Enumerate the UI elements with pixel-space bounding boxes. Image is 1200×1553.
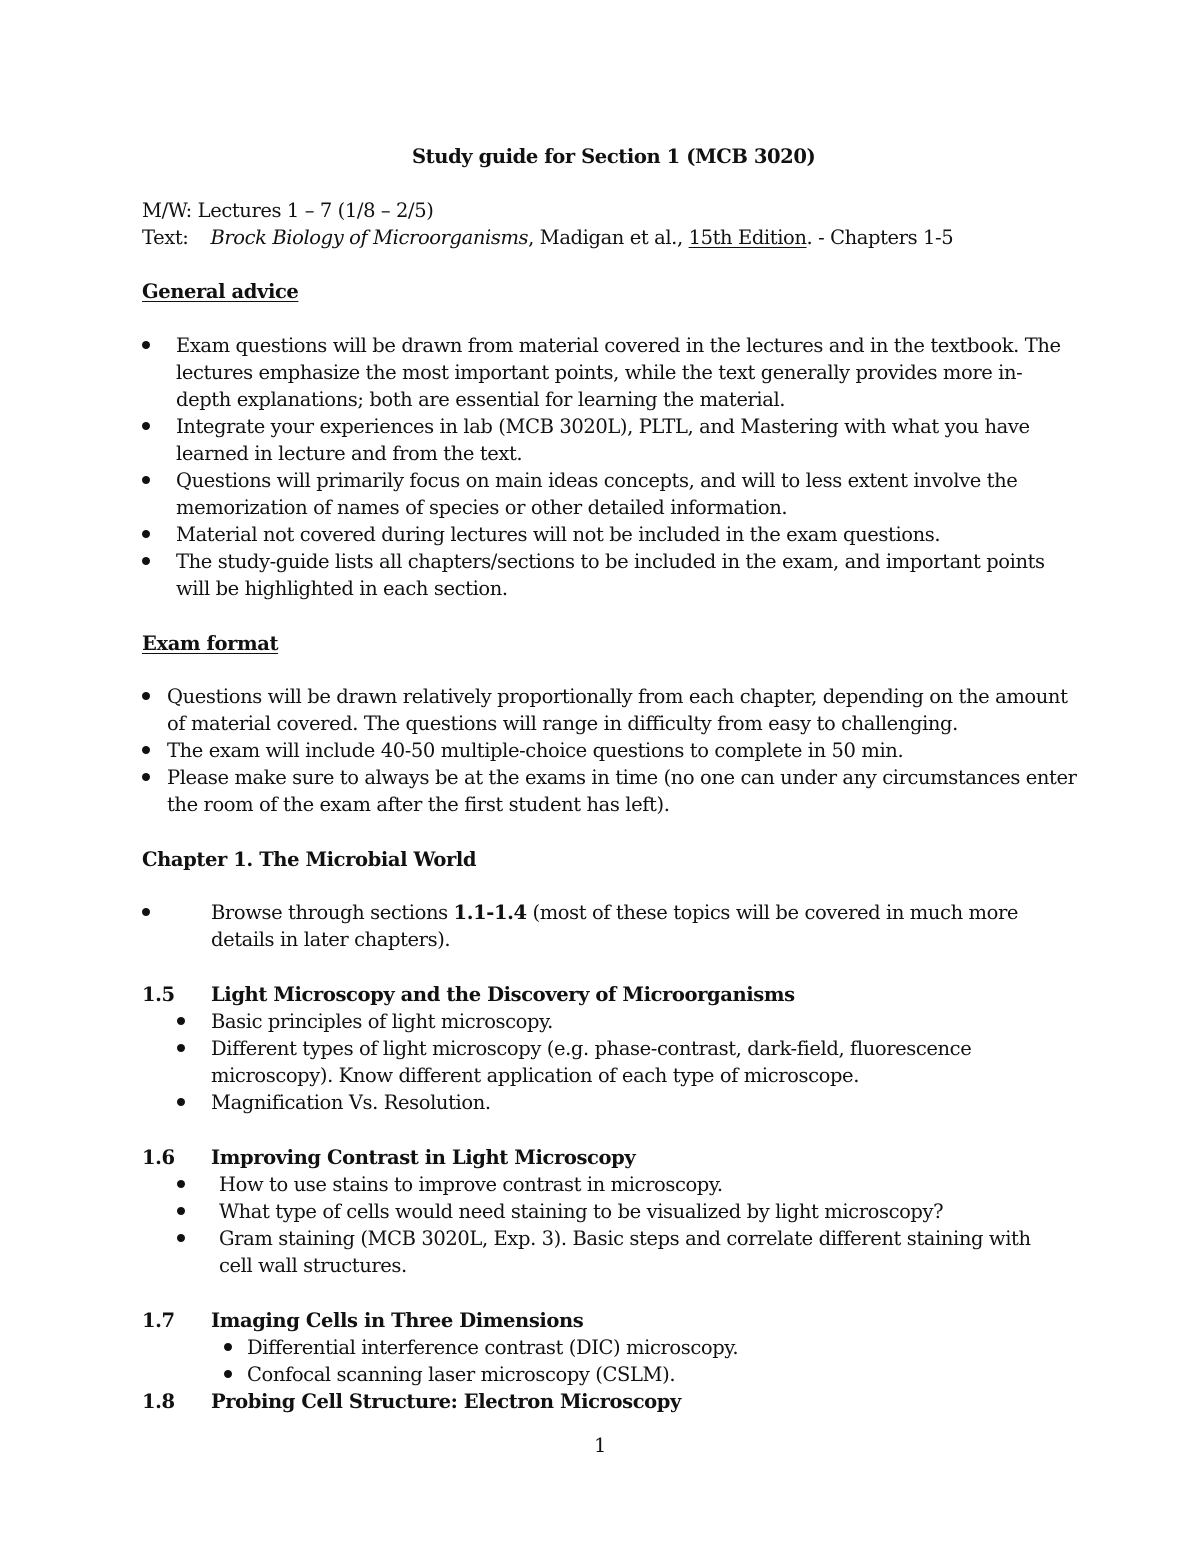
section-line: Confocal scanning laser microscopy (CSLM). — [247, 1363, 676, 1386]
section-line: cell wall structures. — [219, 1254, 407, 1277]
section-line: Different types of light microscopy (e.g. phase-contrast, dark-field, fluorescence — [211, 1037, 972, 1060]
bullet-icon — [142, 557, 150, 565]
advice-line: memorization of names of species or other detailed information. — [176, 496, 788, 519]
advice-line: The study-guide lists all chapters/sections to be included in the exam, and important points — [176, 550, 1045, 573]
bullet-icon — [177, 1180, 185, 1188]
exam-format-line: The exam will include 40-50 multiple-choice questions to complete in 50 min. — [167, 739, 904, 762]
section-title: Improving Contrast in Light Microscopy — [211, 1146, 636, 1169]
bullet-icon — [142, 773, 150, 781]
exam-format-line: Please make sure to always be at the exams in time (no one can under any circumstances enter — [167, 766, 1077, 789]
advice-line: depth explanations; both are essential for learning the material. — [176, 388, 786, 411]
bullet-icon — [142, 692, 150, 700]
page-number: 1 — [594, 1434, 607, 1457]
section-number: 1.6 — [142, 1146, 175, 1169]
page-title: Study guide for Section 1 (MCB 3020) — [412, 145, 816, 168]
bullet-icon — [224, 1370, 232, 1378]
advice-line: Integrate your experiences in lab (MCB 3020L), PLTL, and Mastering with what you have — [176, 415, 1030, 438]
section-line: Gram staining (MCB 3020L, Exp. 3). Basic steps and correlate different staining with — [219, 1227, 1031, 1250]
browse-line: details in later chapters). — [211, 928, 451, 951]
section-line: microscopy). Know different application of each type of microscope. — [211, 1064, 859, 1087]
browse-text: (most of these topics will be covered in much more — [526, 901, 1019, 924]
browse-sections: 1.1-1.4 — [453, 901, 527, 924]
browse-text: Browse through sections — [211, 901, 454, 924]
textbook-chapters: . - Chapters 1-5 — [806, 226, 954, 249]
bullet-icon — [224, 1343, 232, 1351]
exam-format-line: the room of the exam after the first student has left). — [167, 793, 670, 816]
section-title: Imaging Cells in Three Dimensions — [211, 1309, 584, 1332]
bullet-icon — [177, 1044, 185, 1052]
advice-line: will be highlighted in each section. — [176, 577, 508, 600]
textbook-title: Brock Biology of Microorganisms — [210, 226, 529, 249]
browse-line — [211, 901, 1018, 925]
section-line: How to use stains to improve contrast in microscopy. — [219, 1173, 723, 1196]
section-number: 1.7 — [142, 1309, 175, 1332]
exam-format-line: of material covered. The questions will range in difficulty from easy to challenging. — [167, 712, 958, 735]
advice-line: learned in lecture and from the text. — [176, 442, 523, 465]
bullet-icon — [142, 476, 150, 484]
bullet-icon — [177, 1098, 185, 1106]
section-line: Magnification Vs. Resolution. — [211, 1091, 491, 1114]
schedule-line: M/W: Lectures 1 – 7 (1/8 – 2/5) — [142, 199, 434, 222]
bullet-icon — [177, 1234, 185, 1242]
section-title: Probing Cell Structure: Electron Microscopy — [211, 1390, 681, 1413]
textbook-authors: , Madigan et al., — [528, 226, 689, 249]
section-number: 1.5 — [142, 983, 175, 1006]
general-advice-heading: General advice — [142, 280, 299, 303]
bullet-icon — [177, 1017, 185, 1025]
advice-line: lectures emphasize the most important points, while the text generally provides more in- — [176, 361, 1023, 384]
section-line: Basic principles of light microscopy. — [211, 1010, 553, 1033]
bullet-icon — [142, 341, 150, 349]
advice-line: Questions will primarily focus on main ideas concepts, and will to less extent involve the — [176, 469, 1018, 492]
bullet-icon — [142, 422, 150, 430]
section-line: Differential interference contrast (DIC) microscopy. — [247, 1336, 739, 1359]
exam-format-line: Questions will be drawn relatively proportionally from each chapter, depending on the amount — [167, 685, 1068, 708]
textbook-label: Text: — [142, 226, 189, 249]
bullet-icon — [142, 530, 150, 538]
bullet-icon — [142, 908, 150, 916]
section-line: What type of cells would need staining to be visualized by light microscopy? — [219, 1200, 944, 1223]
bullet-icon — [177, 1207, 185, 1215]
chapter-heading: Chapter 1. The Microbial World — [142, 848, 477, 871]
advice-line: Material not covered during lectures will not be included in the exam questions. — [176, 523, 941, 546]
advice-line: Exam questions will be drawn from material covered in the lectures and in the textbook. The — [176, 334, 1061, 357]
bullet-icon — [142, 746, 150, 754]
textbook-edition-link[interactable]: 15th Edition — [688, 226, 807, 249]
section-title: Light Microscopy and the Discovery of Microorganisms — [211, 983, 795, 1006]
exam-format-heading: Exam format — [142, 632, 279, 655]
textbook-line — [142, 226, 953, 250]
section-number: 1.8 — [142, 1390, 175, 1413]
